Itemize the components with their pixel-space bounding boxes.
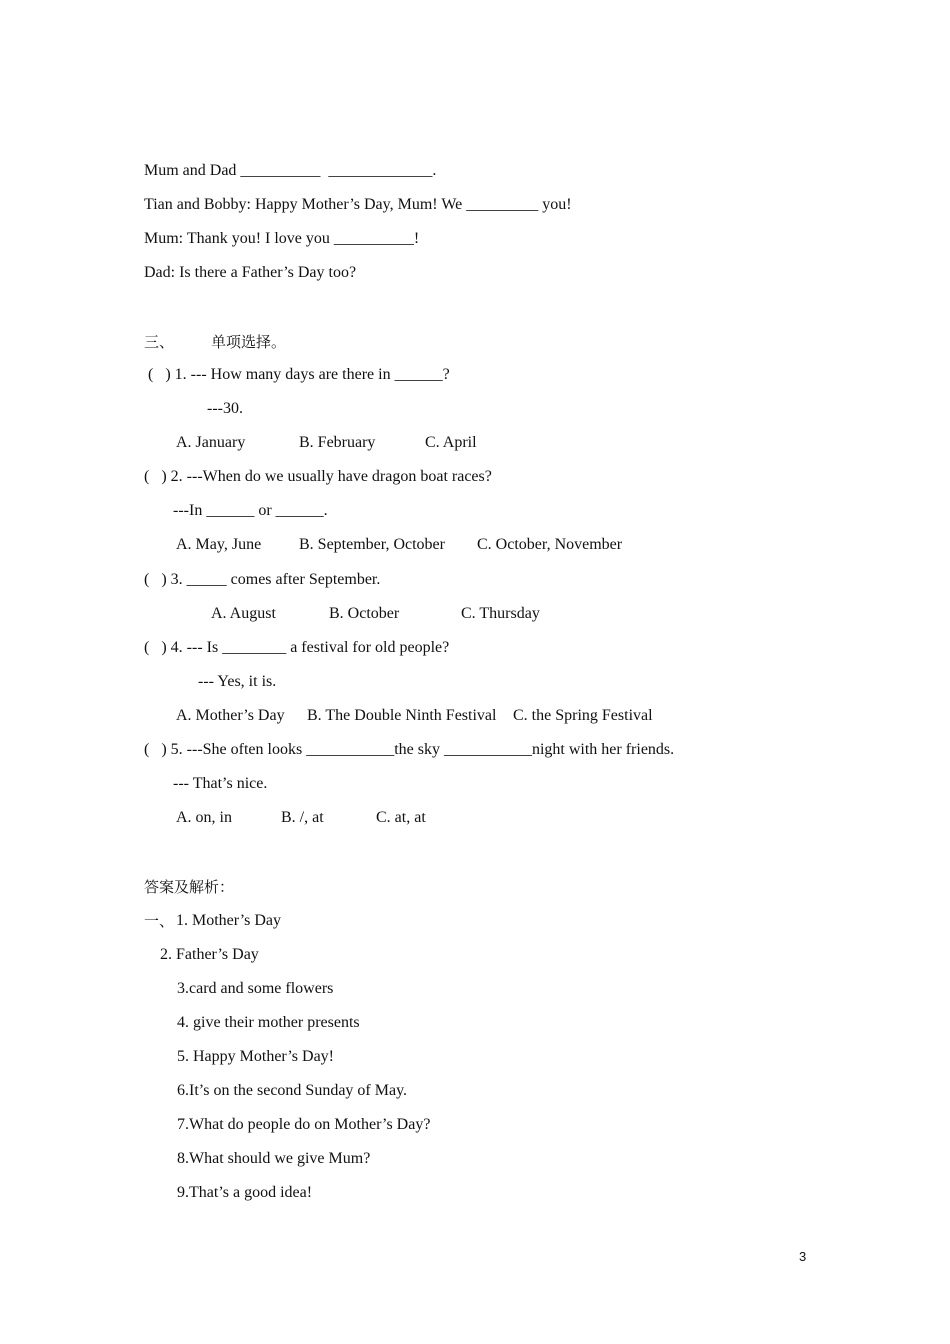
dialogue-line-2: Tian and Bobby: Happy Mother’s Day, Mum! We _________ you! — [144, 196, 572, 213]
q1-answer: ---30. — [207, 400, 243, 417]
q1-stem: ( ) 1. --- How many days are there in ______? — [144, 366, 450, 383]
answers-heading: 答案及解析： — [144, 878, 235, 896]
answer-9: 9.That’s a good idea! — [177, 1184, 313, 1201]
answer-2: 2. Father’s Day — [160, 946, 259, 963]
q5-option-a: A. on, in — [176, 809, 232, 826]
q4-option-b: B. The Double Ninth Festival — [307, 707, 497, 724]
answer-6: 6.It’s on the second Sunday of May. — [177, 1082, 408, 1099]
q5-option-c: C. at, at — [376, 809, 426, 826]
q3-option-c: C. Thursday — [461, 605, 540, 622]
q4-option-c: C. the Spring Festival — [513, 707, 653, 724]
section3-number: 三、 — [144, 333, 175, 351]
q5-stem: ( ) 5. ---She often looks ___________the sky ___________night with her friends. — [144, 741, 675, 758]
q4-answer: --- Yes, it is. — [198, 673, 277, 690]
dialogue-line-1: Mum and Dad __________ _____________. — [144, 162, 437, 179]
q2-option-a: A. May, June — [176, 536, 262, 553]
q1-option-b: B. February — [299, 434, 376, 451]
page-number: 3 — [799, 1249, 807, 1264]
answer-3: 3.card and some flowers — [177, 980, 334, 997]
q3-option-a: A. August — [211, 605, 276, 622]
answer-7: 7.What do people do on Mother’s Day? — [177, 1116, 431, 1133]
q4-stem: ( ) 4. --- Is ________ a festival for old people? — [144, 639, 450, 656]
dialogue-line-4: Dad: Is there a Father’s Day too? — [144, 264, 357, 281]
q3-option-b: B. October — [329, 605, 400, 622]
dialogue-line-3: Mum: Thank you! I love you __________! — [144, 230, 420, 247]
q2-answer: ---In ______ or ______. — [173, 502, 328, 519]
q2-stem: ( ) 2. ---When do we usually have dragon boat races? — [144, 468, 492, 485]
answer-8: 8.What should we give Mum? — [177, 1150, 371, 1167]
q3-stem: ( ) 3. _____ comes after September. — [144, 571, 381, 588]
q2-option-b: B. September, October — [299, 536, 445, 553]
q5-option-b: B. /, at — [281, 809, 324, 826]
q4-option-a: A. Mother’s Day — [176, 707, 285, 724]
q5-answer: --- That’s nice. — [173, 775, 268, 792]
q1-option-a: A. January — [176, 434, 246, 451]
q2-option-c: C. October, November — [477, 536, 623, 553]
section3-title: 单项选择。 — [211, 333, 287, 351]
q1-option-c: C. April — [425, 434, 477, 451]
answer-5: 5. Happy Mother’s Day! — [177, 1048, 335, 1065]
answer-4: 4. give their mother presents — [177, 1014, 360, 1031]
answers-prefix: 一、 — [144, 912, 175, 930]
answer-1: 1. Mother’s Day — [176, 912, 282, 929]
